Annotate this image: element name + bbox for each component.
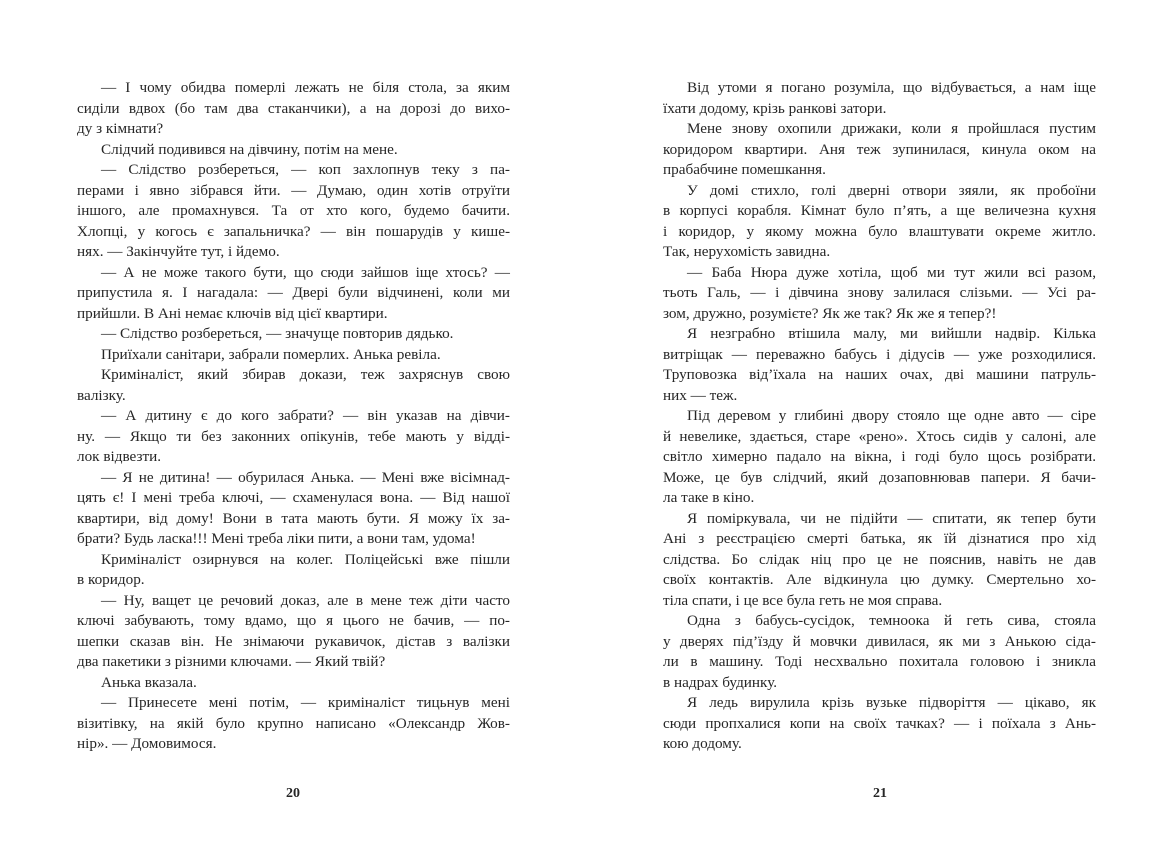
text-line: лок відвезти. — [77, 448, 162, 465]
text-line: Я незграбно втішила малу, ми вийшли надвір. Кілька — [687, 325, 1096, 342]
paragraph — [77, 591, 510, 673]
paragraph — [663, 693, 1096, 755]
paragraph — [77, 78, 510, 140]
paragraph — [663, 406, 1096, 509]
text-line: світло химерно падало на вікна, і годі було щось розібрати. — [663, 448, 1096, 465]
text-line: тіла спати, і це все була геть не моя справа. — [663, 591, 943, 609]
text-line: кою додому. — [663, 735, 742, 752]
paragraph — [77, 345, 510, 366]
text-line: коридором квартири. Аня теж зупинилася, кинула оком на — [663, 140, 1096, 158]
text-line: нір». — Домовимося. — [77, 735, 217, 752]
text-line: Так, нерухомість завидна. — [663, 243, 831, 260]
text-line: — Слідство розбереться, — коп захлопнув теку з па- — [101, 161, 510, 178]
paragraph — [663, 611, 1096, 693]
paragraph — [77, 140, 510, 161]
text-line: — А дитину є до кого забрати? — він указав на дівчи- — [101, 407, 510, 424]
text-line: їхати додому, крізь ранкові затори. — [663, 99, 887, 117]
text-line: ли в машину. Тоді несхвально похитала головою і зникла — [663, 653, 1096, 670]
paragraph — [77, 673, 510, 694]
paragraph — [77, 468, 510, 550]
text-line: Труповозка від’їхала на наших очах, дві машини патруль- — [663, 366, 1096, 383]
page-number-left: 20 — [286, 786, 300, 801]
text-line: зом, дружно, розумієте? Як же так? Як же я тепер?! — [663, 304, 997, 322]
text-line: ла таке в кіно. — [663, 489, 755, 506]
text-line: Я поміркувала, чи не підійти — спитати, як тепер бути — [687, 509, 1096, 527]
paragraph — [663, 509, 1096, 612]
text-line: Від утоми я погано розуміла, що відбувається, а нам іще — [687, 79, 1096, 96]
text-line: в коридор. — [77, 571, 145, 588]
paragraph — [77, 550, 510, 591]
text-line: брати? Будь ласка!!! Мені треба ліки пити, а вони там, удома! — [77, 530, 476, 547]
text-line: у дверях під’їзду й мовчки дивилася, як ми з Анькою сіда- — [663, 632, 1096, 650]
text-line: ду з кімнати? — [77, 120, 164, 137]
text-line: — Баба Нюра дуже хотіла, щоб ми тут жили всі разом, — [687, 263, 1096, 281]
paragraph — [663, 181, 1096, 263]
text-line: — А не може такого бути, що сюди зайшов іще хтось? — — [101, 263, 510, 281]
paragraph — [77, 324, 510, 345]
paragraph — [663, 119, 1096, 181]
text-line: Мене знову охопили дрижаки, коли я пройшлася пустим — [687, 120, 1096, 137]
text-line: — Принесете мені потім, — криміналіст тицьнув мені — [101, 694, 510, 711]
text-line: шепки сказав він. Не знімаючи рукавичок, дістав з валізки — [77, 632, 510, 650]
right-page-text — [663, 78, 1096, 755]
text-line: цять є! І мені треба ключі, — схаменулася вона. — Від нашої — [77, 489, 510, 506]
text-line: і коридор, у якому можна було влаштувати окреме житло. — [663, 222, 1096, 240]
text-line: візитівку, на якій було крупно написано «Олександр Жов- — [77, 714, 510, 732]
paragraph — [77, 365, 510, 406]
text-line: Анька вказала. — [101, 673, 197, 691]
text-line: прабабчине помешкання. — [663, 161, 826, 178]
text-line: в корпусі корабля. Кімнат було п’ять, а ще величезна кухня — [663, 202, 1096, 219]
text-line: слідства. Бо слідак ніц про це не пояснив, навіть не дав — [663, 550, 1096, 568]
text-line: й невелике, здається, старе «рено». Хтось сидів у салоні, але — [663, 427, 1096, 445]
text-line: — Слідство розбереться, — значуще повторив дядько. — [101, 325, 454, 342]
text-line: — Я не дитина! — обурилася Анька. — Мені вже вісімнад- — [101, 468, 510, 486]
text-line: в надрах будинку. — [663, 673, 778, 691]
text-line: припустила я. І нагадала: — Двері були відчинені, коли ми — [77, 284, 510, 301]
text-line: Одна з бабусь-сусідок, темноока й геть сива, стояла — [687, 612, 1096, 629]
text-line: перами і явно зібрався йти. — Думаю, один хотів отруїти — [77, 181, 510, 199]
text-line: валізку. — [77, 386, 126, 404]
left-page-text — [77, 78, 510, 755]
text-line: ну. — Якщо ти без законних опікунів, тебе мають у відді- — [77, 427, 510, 445]
text-line: два пакетики з різними ключами. — Який твій? — [77, 653, 386, 670]
text-line: У домі стихло, голі дверні отвори зяяли, як пробоїни — [687, 181, 1096, 199]
paragraph — [77, 160, 510, 263]
text-line: Криміналіст, який збирав докази, теж захряснув свою — [101, 366, 510, 383]
page-number-right: 21 — [873, 786, 887, 801]
text-line: сюди пропхалися копи на своїх тачках? — і поїхала з Ань- — [663, 714, 1096, 732]
text-line: своїх контактів. Але відкинула цю думку. Смертельно хо- — [663, 571, 1096, 588]
text-line: Може, це був слідчий, який дозаповнював папери. Я бачи- — [663, 468, 1096, 486]
text-line: Під деревом у глибині двору стояло ще одне авто — сіре — [687, 407, 1096, 424]
paragraph — [663, 78, 1096, 119]
text-line: них — теж. — [663, 386, 738, 404]
text-line: витріщак — переважно бабусь і дідусів — уже розходилися. — [663, 345, 1096, 363]
paragraph — [77, 693, 510, 755]
text-line: Слідчий подивився на дівчину, потім на мене. — [101, 140, 398, 158]
text-line: Криміналіст озирнувся на колег. Поліцейські вже пішли — [101, 550, 510, 568]
paragraph — [663, 263, 1096, 325]
text-line: ключі забувають, тому вдамо, що я цього не бачив, — по- — [77, 612, 510, 629]
text-line: сиділи вдвох (бо там два стаканчики), а на дорозі до вихо- — [77, 99, 510, 117]
paragraph — [77, 406, 510, 468]
text-line: Ані з реєстрацією смерті батька, як їй дізнатися про хід — [663, 530, 1096, 547]
paragraph — [663, 324, 1096, 406]
text-line: нях. — Закінчуйте тут, і йдемо. — [77, 243, 280, 260]
text-line: квартири, від дому! Вони в тата мають бути. Я можу їх за- — [77, 509, 510, 527]
text-line: тьоть Галь, — і дівчина знову залилася слізьми. — Усі ра- — [663, 284, 1096, 301]
paragraph — [77, 263, 510, 325]
text-line: Я ледь вирулила крізь вузьке підворіття — цікаво, як — [687, 694, 1096, 711]
text-line: іншого, але промахнувся. Та от хто кого, будемо бачити. — [77, 202, 510, 219]
text-line: — Ну, ващет це речовий доказ, але в мене теж діти часто — [101, 591, 510, 609]
text-line: прийшли. В Ані немає ключів від цієї квартири. — [77, 304, 388, 322]
text-line: Приїхали санітари, забрали померлих. Анька ревіла. — [101, 345, 441, 363]
text-line: Хлопці, у когось є запальничка? — він пошарудів у кише- — [77, 222, 510, 240]
text-line: — І чому обидва померлі лежать не біля стола, за яким — [101, 79, 510, 96]
